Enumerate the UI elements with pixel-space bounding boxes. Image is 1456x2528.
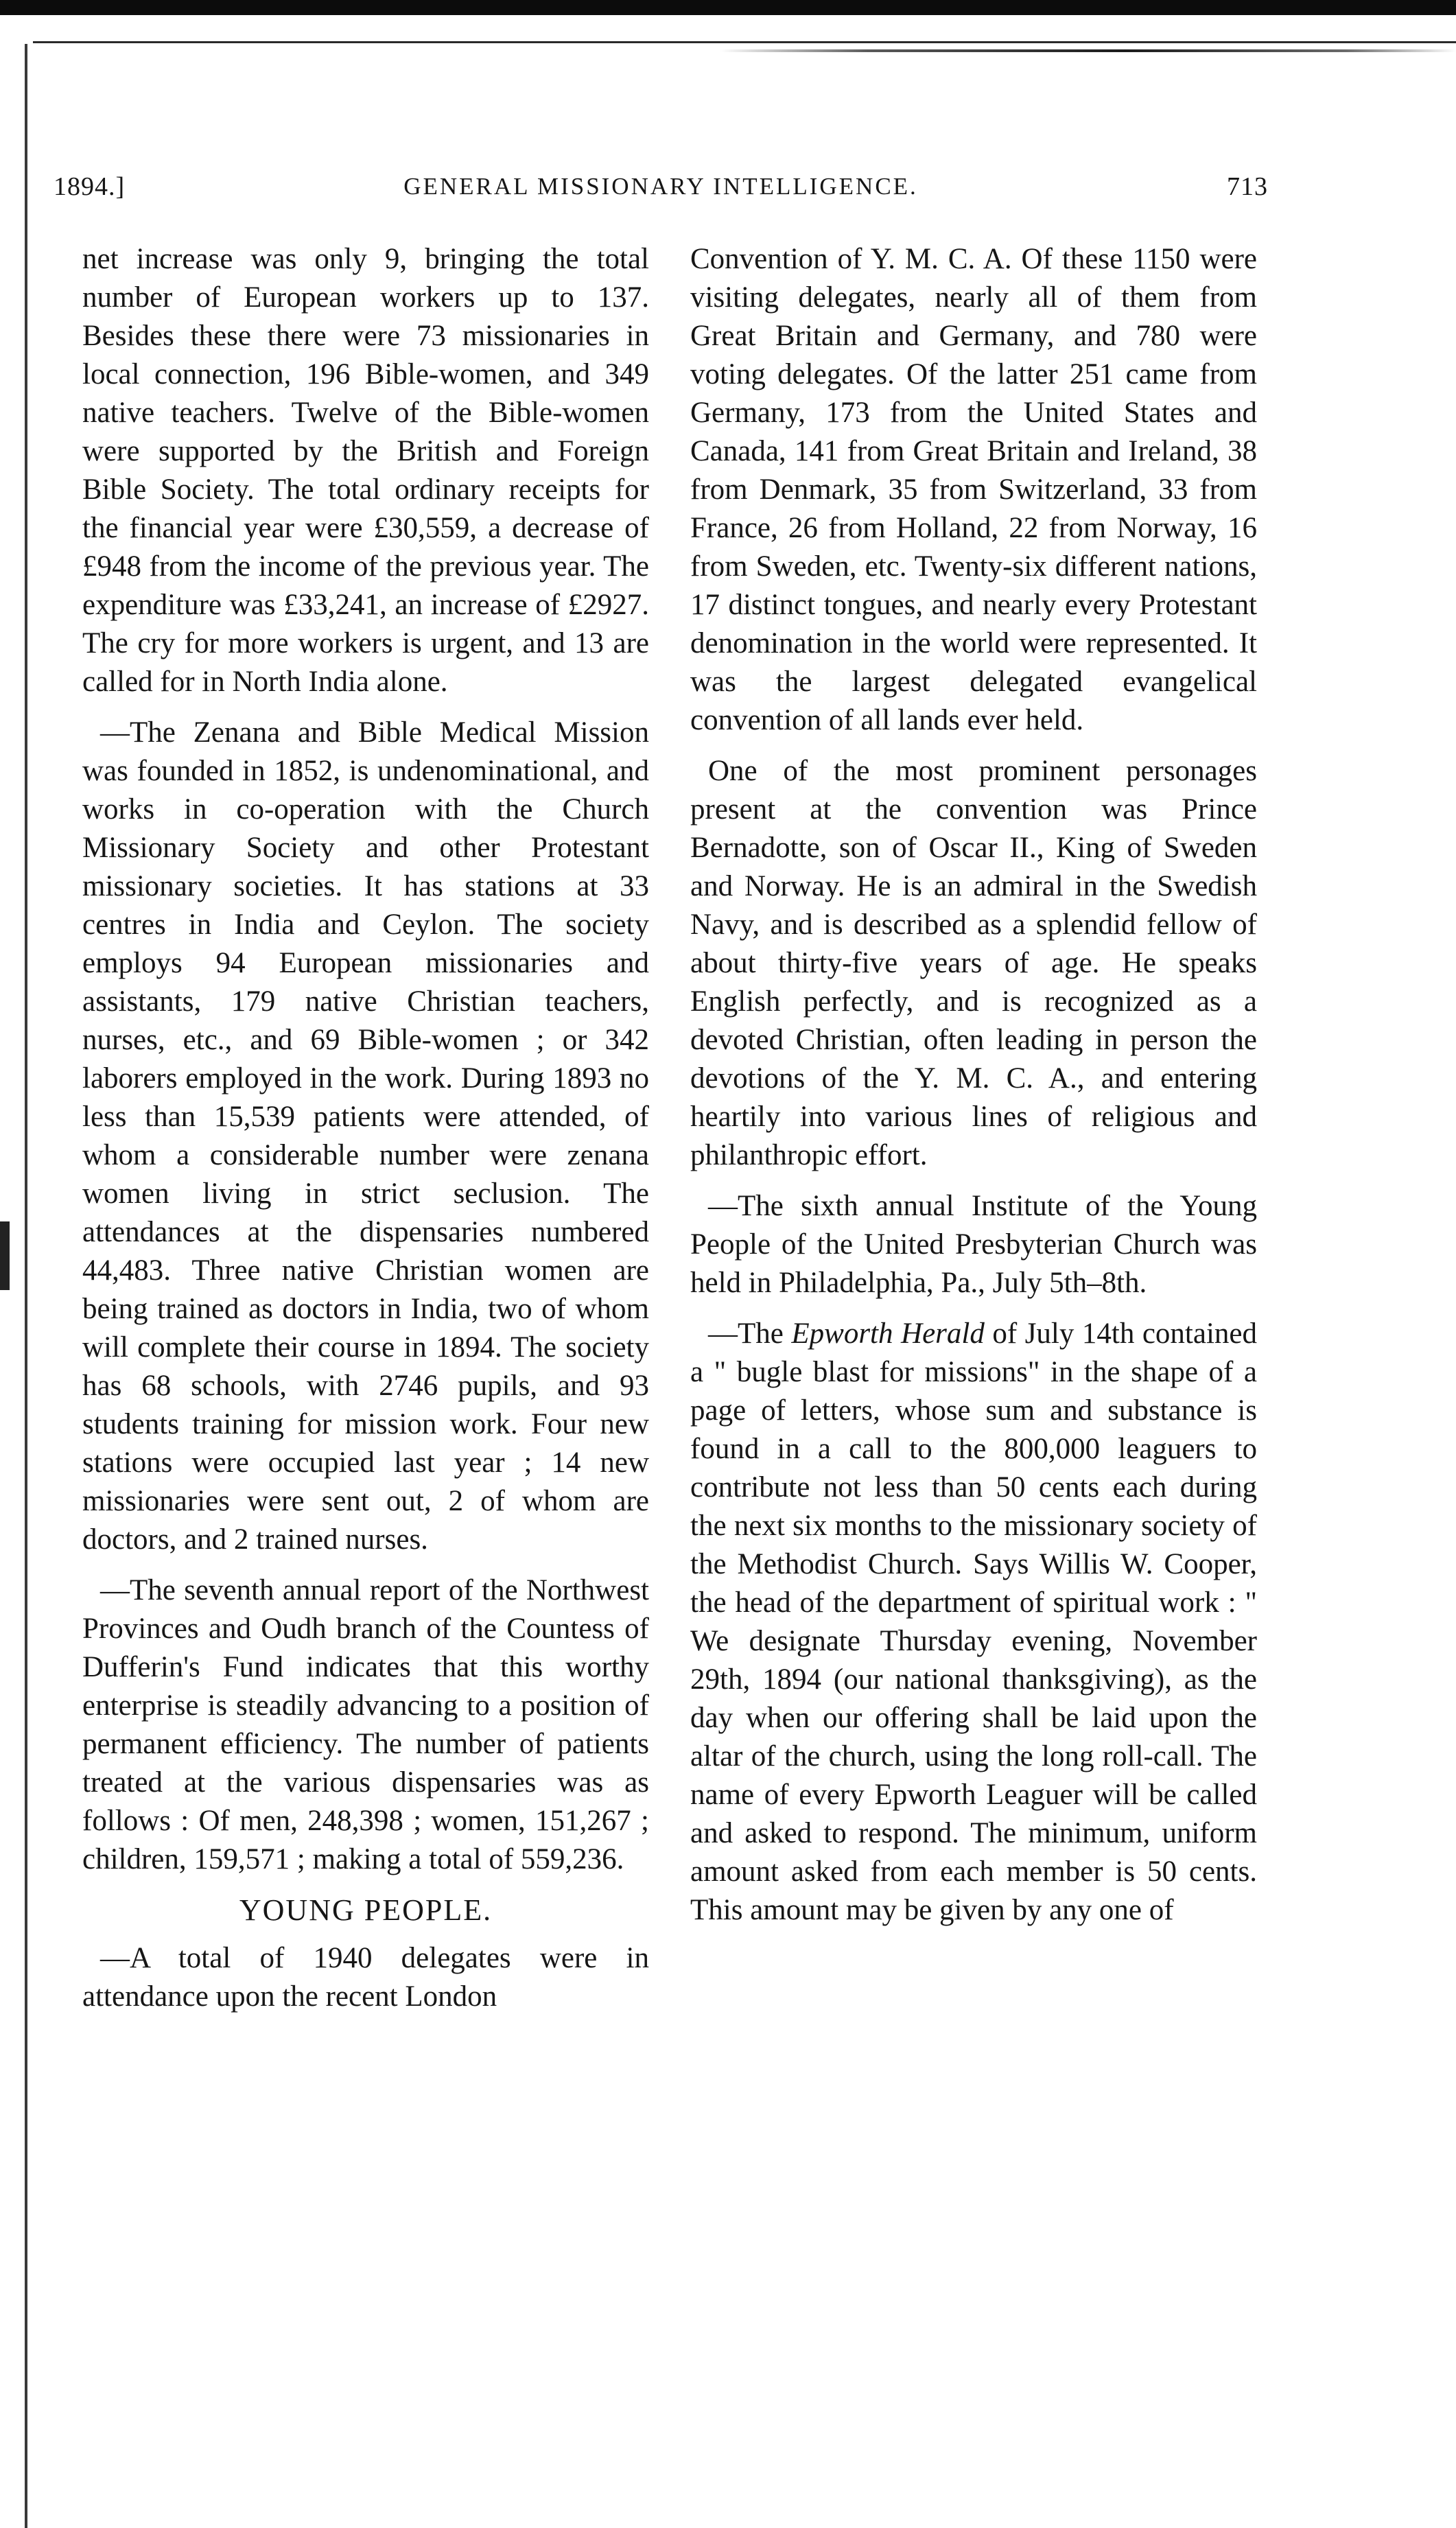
epworth-lead: —The: [708, 1318, 792, 1350]
scan-top-rule-smudge: [720, 49, 1456, 52]
epworth-herald-title: Epworth Herald: [791, 1318, 985, 1350]
paragraph-dufferin-fund: —The seventh annual report of the Northwest Provinces and Oudh branch of the Countess of Dufferin's Fund indicates that this worthy enterprise is steadily advancing to a position of permanent efficiency. The number of patients treated at the various dispensaries was as follows : Of men, 248,398 ; women, 151,267 ; children, 159,571 ; making a total of 559,236.: [82, 1574, 649, 1875]
paragraph-european-workers: net increase was only 9, bringing the total number of European workers up to 137. Besides these there were 73 missionaries in local connection, 196 Bible-women, and 349 native teachers. Twelve of the Bible-women were supported by the British and Foreign Bible Society. The total ordinary receipts for the financial year were £30,559, a decrease of £948 from the income of the previous year. The expenditure was £33,241, an increase of £2927. The cry for more workers is urgent, and 13 are called for in North India alone.: [82, 243, 649, 698]
left-column: [82, 240, 649, 2028]
scan-top-edge: [0, 0, 1456, 15]
paragraph-prince-bernadotte: One of the most prominent personages present at the convention was Prince Bernadotte, son of Oscar II., King of Sweden and Norway. He is an admiral in the Swedish Navy, and is described as a splendid fellow of about thirty-five years of age. He speaks English perfectly, and is recognized as a devoted Christian, often leading in person the devotions of the Y. M. C. A., and entering heartily into various lines of religious and philanthropic effort.: [690, 755, 1257, 1171]
paragraph-zenana-mission: —The Zenana and Bible Medical Mission was founded in 1852, is undenominational, and works in co-operation with the Church Missionary Society and other Protestant missionary societies. It has stations at 33 centres in India and Ceylon. The society employs 94 European missionaries and assistants, 179 native Christian teachers, nurses, etc., and 69 Bible-women ; or 342 laborers employed in the work. During 1893 no less than 15,539 patients were attended, of whom a considerable number were zenana women living in strict seclusion. The attendances at the dispensaries numbered 44,483. Three native Christian women are being trained as doctors in India, two of whom will complete their course in 1894. The society has 68 schools, with 2746 pupils, and 93 students training for mission work. Four new stations were occupied last year ; 14 new missionaries were sent out, 2 of whom are doctors, and 2 trained nurses.: [82, 716, 649, 1556]
paragraph-epworth-herald: [690, 1315, 1257, 1930]
right-column: [690, 240, 1257, 1942]
section-heading-young-people: YOUNG PEOPLE.: [239, 1893, 493, 1927]
epworth-body: of July 14th contained a " bugle blast for missions" in the shape of a page of letters, whose sum and substance is found in a call to the 800,000 leaguers to contribute not less than 50 cents each during the next six months to the missionary society of the Methodist Church. Says Willis W. Cooper, the head of the department of spiritual work : " We designate Thursday evening, November 29th, 1894 (our national thanksgiving), as the day when our offering shall be laid upon the altar of the church, using the long roll-call. The name of every Epworth Leaguer will be called and asked to respond. The minimum, uniform amount asked from each member is 50 cents. This amount may be given by any one of: [690, 1318, 1257, 1926]
paragraph-presbyterian-institute: —The sixth annual Institute of the Young People of the United Presbyterian Church was held in Philadelphia, Pa., July 5th–8th.: [690, 1190, 1257, 1299]
scan-left-edge: [25, 44, 27, 2528]
page-number: 713: [1227, 172, 1268, 201]
running-head: [54, 166, 1268, 207]
scan-left-mark: [0, 1221, 10, 1290]
running-head-year: 1894.]: [54, 172, 126, 201]
running-head-title: GENERAL MISSIONARY INTELLIGENCE.: [403, 173, 918, 200]
paragraph-ymca-convention: Convention of Y. M. C. A. Of these 1150 were visiting delegates, nearly all of them from Great Britain and Germany, and 780 were voting delegates. Of the latter 251 came from Germany, 173 from the United States and Canada, 141 from Great Britain and Ireland, 38 from Denmark, 35 from Switzerland, 33 from France, 26 from Holland, 22 from Norway, 16 from Sweden, etc. Twenty-six different nations, 17 distinct tongues, and nearly every Protestant denomination in the world were represented. It was the largest delegated evangelical convention of all lands ever held.: [690, 243, 1257, 736]
paragraph-london-delegates: —A total of 1940 delegates were in attendance upon the recent London: [82, 1942, 649, 2013]
scan-top-rule: [33, 41, 1456, 43]
